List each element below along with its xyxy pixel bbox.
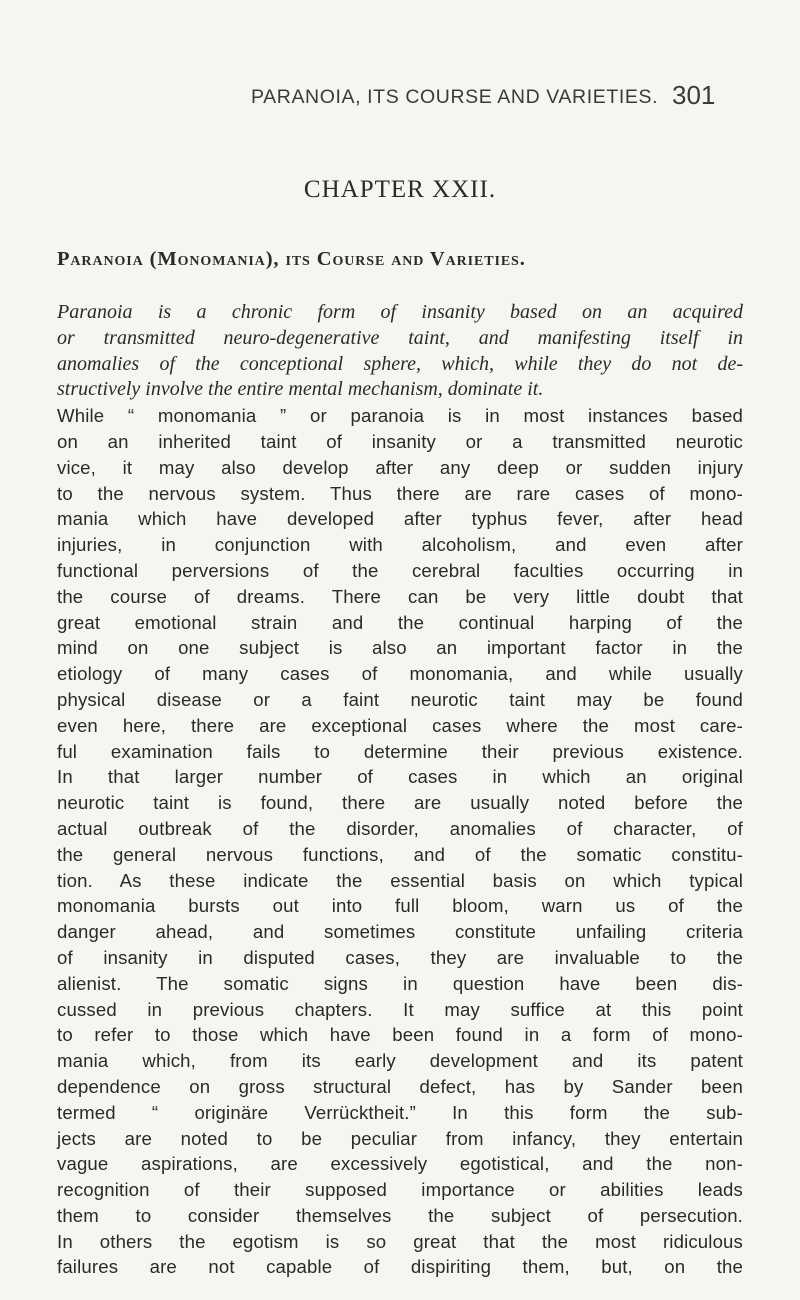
body-line: danger ahead, and sometimes constitute unfailing criteria (57, 921, 743, 943)
body-line: the course of dreams. There can be very little doubt that (57, 585, 743, 607)
running-head (0, 80, 800, 116)
body-line: vague aspirations, are excessively egotistical, and the non- (57, 1153, 743, 1175)
body-line: actual outbreak of the disorder, anomalies of character, of (57, 817, 743, 839)
definition-line: or transmitted neuro-degenerative taint, and manifesting itself in (57, 326, 743, 349)
page-number: 301 (672, 80, 716, 110)
body-line: mania which, from its early development and its patent (57, 1050, 743, 1072)
body-line: the general nervous functions, and of the somatic constitu- (57, 843, 743, 865)
body-line: vice, it may also develop after any deep or sudden injury (57, 456, 743, 478)
body-line: alienist. The somatic signs in question have been dis- (57, 972, 743, 994)
body-line: on an inherited taint of insanity or a transmitted neurotic (57, 430, 743, 452)
body-line: recognition of their supposed importance or abilities leads (57, 1179, 743, 1201)
running-head-title: PARANOIA, ITS COURSE AND VARIETIES. (251, 86, 659, 108)
body-line: termed “ originäre Verrücktheit.” In this form the sub- (57, 1101, 743, 1123)
body-line: In others the egotism is so great that the most ridiculous (57, 1230, 743, 1252)
chapter-heading: CHAPTER XXII. (303, 176, 497, 203)
text-block (57, 300, 743, 1280)
body-line: to the nervous system. Thus there are rare cases of mono- (57, 482, 743, 504)
body-paragraph (57, 403, 743, 1280)
body-line: etiology of many cases of monomania, and while usually (57, 663, 743, 685)
body-line: mania which have developed after typhus fever, after head (57, 508, 743, 530)
body-line: failures are not capable of dispiriting them, but, on the (57, 1256, 743, 1278)
body-line: even here, there are exceptional cases where the most care- (57, 714, 743, 736)
body-line: cussed in previous chapters. It may suffice at this point (57, 998, 743, 1020)
definition-line: Paranoia is a chronic form of insanity based on an acquired (57, 301, 743, 323)
definition-line: anomalies of the conceptional sphere, which, while they do not de- (57, 352, 743, 375)
body-line: monomania bursts out into full bloom, warn us of the (57, 895, 743, 917)
body-line: tion. As these indicate the essential basis on which typical (57, 869, 743, 891)
body-line: them to consider themselves the subject of persecution. (57, 1204, 743, 1226)
body-line: functional perversions of the cerebral faculties occurring in (57, 559, 743, 581)
body-line: dependence on gross structural defect, has by Sander been (57, 1075, 743, 1097)
section-title: Paranoia (Monomania), its Course and Varieties. (57, 248, 526, 270)
definition-paragraph (57, 300, 743, 403)
body-line: ful examination fails to determine their previous existence. (57, 740, 743, 762)
body-line: to refer to those which have been found in a form of mono- (57, 1024, 743, 1046)
definition-line: structively involve the entire mental mechanism, dominate it. (57, 378, 544, 401)
body-line: mind on one subject is also an important factor in the (57, 637, 743, 659)
body-line: While “ monomania ” or paranoia is in most instances based (57, 405, 743, 427)
body-line: physical disease or a faint neurotic taint may be found (57, 688, 743, 710)
body-line: injuries, in conjunction with alcoholism, and even after (57, 534, 743, 556)
body-line: In that larger number of cases in which an original (57, 766, 743, 788)
body-line: of insanity in disputed cases, they are invaluable to the (57, 946, 743, 968)
body-line: great emotional strain and the continual harping of the (57, 611, 743, 633)
body-line: jects are noted to be peculiar from infancy, they entertain (57, 1127, 743, 1149)
body-line: neurotic taint is found, there are usually noted before the (57, 792, 743, 814)
